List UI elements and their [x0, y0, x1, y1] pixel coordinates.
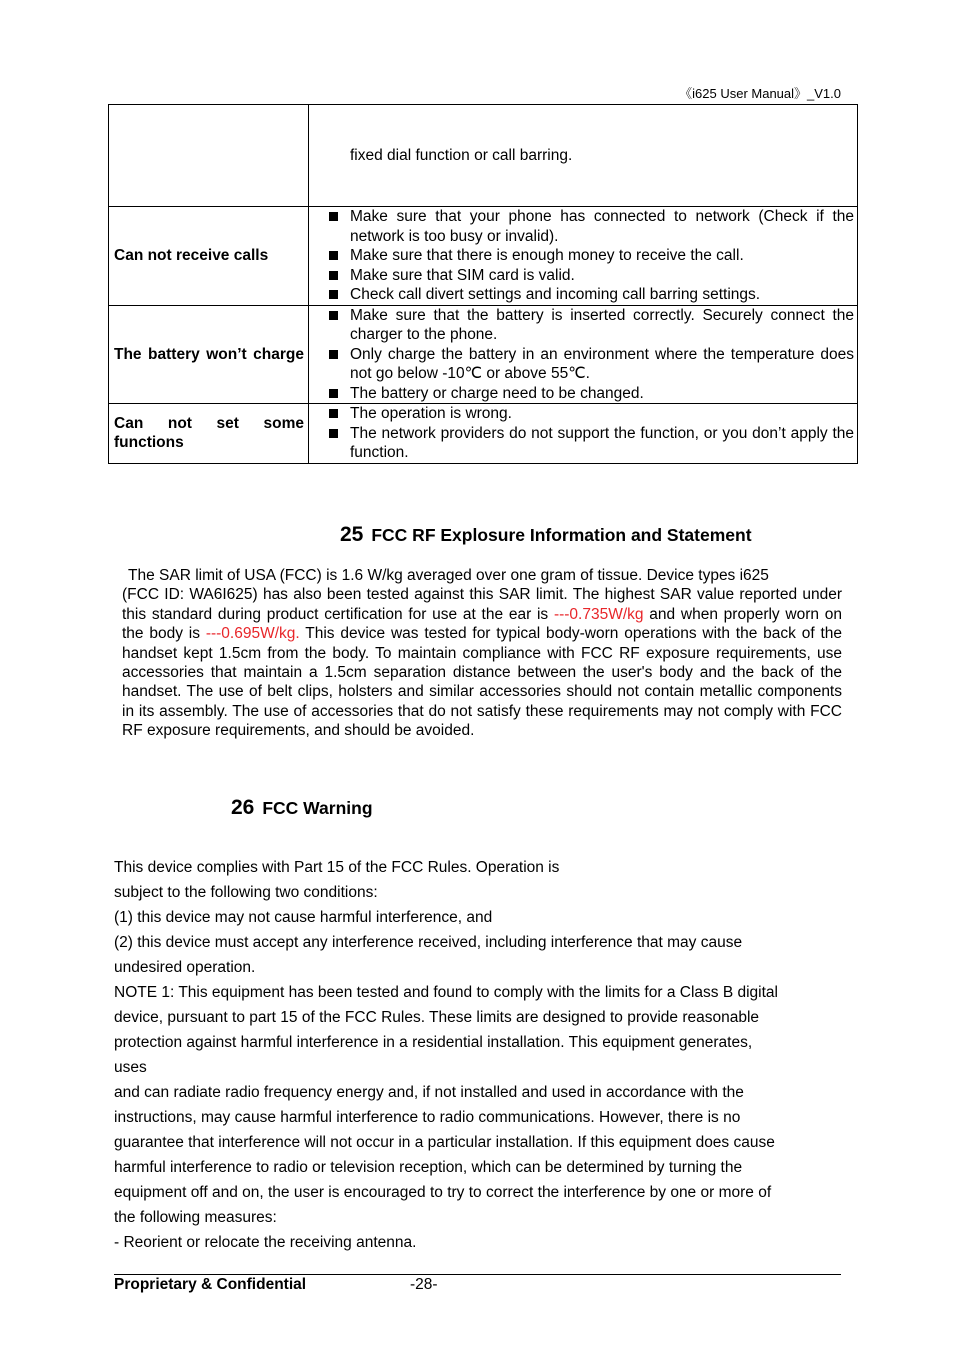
bullet-list [309, 404, 854, 463]
list-item: Make sure that your phone has connected to network (Check if the network is too busy or invalid). [309, 207, 854, 246]
troubleshooting-table [108, 104, 858, 464]
table-row [109, 207, 858, 306]
square-bullet-icon [329, 389, 338, 398]
table-row-label [109, 105, 309, 207]
table-row [109, 105, 858, 207]
square-bullet-icon [329, 251, 338, 260]
list-item: Make sure that the battery is inserted correctly. Securely connect the charger to the phone. [309, 306, 854, 345]
list-item: Make sure that there is enough money to receive the call. [309, 246, 854, 266]
section-number: 26 [231, 796, 255, 819]
ear-sar-value: ---0.735W/kg [553, 605, 644, 623]
square-bullet-icon [329, 271, 338, 280]
footer-divider [114, 1274, 841, 1275]
square-bullet-icon [329, 290, 338, 299]
square-bullet-icon [329, 350, 338, 359]
square-bullet-icon [329, 311, 338, 320]
section-title: FCC RF Explosure Information and Statement [371, 525, 752, 545]
table-row [109, 305, 858, 404]
list-item: The network providers do not support the function, or you don’t apply the function. [309, 424, 854, 463]
square-bullet-icon [329, 212, 338, 221]
sar-paragraph: The SAR limit of USA (FCC) is 1.6 W/kg averaged over one gram of tissue. Device types i625 (FCC ID: WA6I625) has also been tested against this SAR limit. The highest SAR value reported under this standard during product certification for use at the ear is ---0.735W/kg and when properly worn on the body is ---0.695W/kg. This device was tested for typical body-worn operations with the back of the handset kept 1.5cm from the body. To maintain compliance with FCC RF exposure requirements, use accessories that maintain a 1.5cm separation distance between the user's body and the back of the handset. The use of belt clips, holsters and similar accessories should not contain metallic components in its assembly. The use of accessories that do not satisfy these requirements may not comply with FCC RF exposure requirements, and should be avoided. [122, 567, 843, 740]
square-bullet-icon [329, 429, 338, 438]
section-title: FCC Warning [262, 798, 373, 818]
list-item: Make sure that SIM card is valid. [309, 266, 854, 286]
table-row [109, 404, 858, 464]
table-row-text: fixed dial function or call barring. [309, 105, 858, 207]
table-row-label: Can not receive calls [109, 207, 309, 306]
section-26-heading [231, 796, 373, 820]
list-item: The battery or charge need to be changed. [309, 384, 854, 404]
section-number: 25 [340, 523, 364, 546]
section-25-heading [340, 523, 752, 547]
fcc-warning-text: This device complies with Part 15 of the FCC Rules. Operation is subject to the following two conditions: (1) this device may not cause harmful interference, and (2) this device must accept any interference received, including interference that may cause undesired operation. NOTE 1: This equipment has been tested and found to comply with the limits for a Class B digital device, pursuant to part 15 of the FCC Rules. These limits are designed to provide reasonable protection against harmful interference in a residential installation. This equipment generates, uses and can radiate radio frequency energy and, if not installed and used in accordance with the instructions, may cause harmful interference to radio communications. However, there is no guarantee that interference will not occur in a particular installation. If this equipment does cause harmful interference to radio or television reception, which can be determined by turning the equipment off and on, the user is encouraged to try to correct the interference by one or more of the following measures: - Reorient or relocate the receiving antenna. [114, 859, 778, 1251]
square-bullet-icon [329, 409, 338, 418]
page-number: -28- [410, 1276, 438, 1293]
list-item: Only charge the battery in an environment where the temperature does not go below -10℃ or above 55℃. [309, 345, 854, 384]
list-item: Check call divert settings and incoming call barring settings. [309, 285, 854, 305]
body-sar-value: ---0.695W/kg. [205, 625, 300, 643]
document-header: 《i625 User Manual》_V1.0 [679, 86, 841, 101]
footer-confidential: Proprietary & Confidential [114, 1276, 307, 1293]
table-row-label: The battery won’t charge [109, 305, 309, 404]
bullet-list [309, 207, 854, 305]
bullet-list [309, 306, 854, 404]
list-item: The operation is wrong. [309, 404, 854, 424]
table-row-label: Can not set some functions [109, 404, 309, 464]
